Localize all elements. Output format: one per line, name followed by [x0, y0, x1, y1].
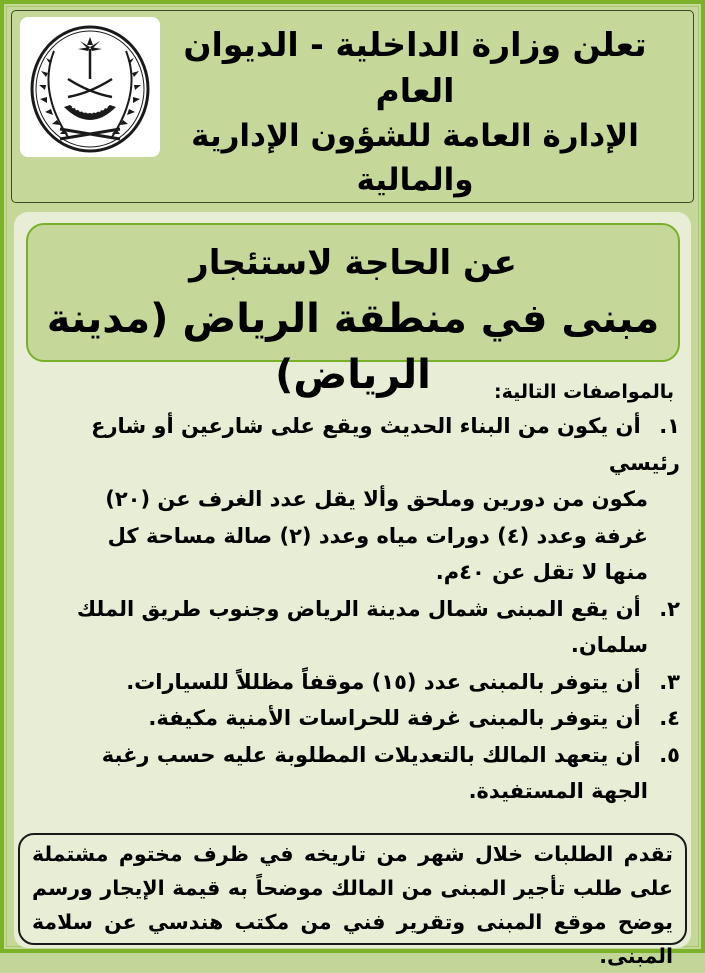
specifications-list	[30, 376, 680, 810]
spec-item-5	[30, 737, 680, 810]
spec-item-3	[30, 664, 680, 701]
spec-text-continued: الجهة المستفيدة.	[30, 773, 680, 810]
spec-number: ٤.	[648, 700, 680, 737]
spec-item-2	[30, 591, 680, 664]
saudi-ministry-of-interior-emblem-icon	[24, 21, 156, 153]
spec-number: ٢.	[648, 591, 680, 628]
spec-text: أن يكون من البناء الحديث ويقع على شارعين أو شارع رئيسي	[91, 414, 680, 475]
ministry-announcement-line: تعلن وزارة الداخلية - الديوان العام	[165, 22, 665, 114]
spec-item-1	[30, 408, 680, 591]
spec-number: ٣.	[648, 664, 680, 701]
general-administration-line: الإدارة العامة للشؤون الإدارية والمالية	[165, 114, 665, 202]
subtitle-box	[26, 223, 680, 362]
submission-instructions-box	[18, 833, 687, 945]
emblem-container	[20, 17, 160, 157]
subtitle-line-2: مبنى في منطقة الرياض (مدينة الرياض)	[28, 291, 678, 403]
spec-text: أن يتوفر بالمبنى عدد (١٥) موقفاً مظللاً للسيارات.	[126, 670, 641, 694]
spec-number: ١.	[648, 408, 680, 445]
spec-item-4	[30, 700, 680, 737]
spec-text: أن يتعهد المالك بالتعديلات المطلوبة عليه حسب رغبة	[102, 743, 641, 767]
spec-text-continued: مكون من دورين وملحق وألا يقل عدد الغرف عن (٢٠)	[30, 481, 680, 518]
specifications-intro: بالمواصفات التالية:	[30, 376, 680, 408]
submission-instructions-text: تقدم الطلبات خلال شهر من تاريخه في ظرف مختوم مشتملة على طلب تأجير المبنى من المالك موضحاً به قيمة الإيجار ورسم يوضح موقع المبنى وتقرير فني من مكتب هندسي عن سلامة المبنى.	[32, 842, 673, 968]
spec-text-continued: غرفة وعدد (٤) دورات مياه وعدد (٢) صالة مساحة كل	[30, 518, 680, 555]
subtitle-line-1: عن الحاجة لاستئجار	[28, 241, 678, 285]
spec-text-continued: منها لا تقل عن ٤٠م.	[30, 554, 680, 591]
spec-number: ٥.	[648, 737, 680, 774]
spec-text: أن يقع المبنى شمال مدينة الرياض وجنوب طريق الملك	[77, 597, 641, 621]
spec-text-continued: سلمان.	[30, 627, 680, 664]
spec-text: أن يتوفر بالمبنى غرفة للحراسات الأمنية مكيفة.	[148, 706, 640, 730]
